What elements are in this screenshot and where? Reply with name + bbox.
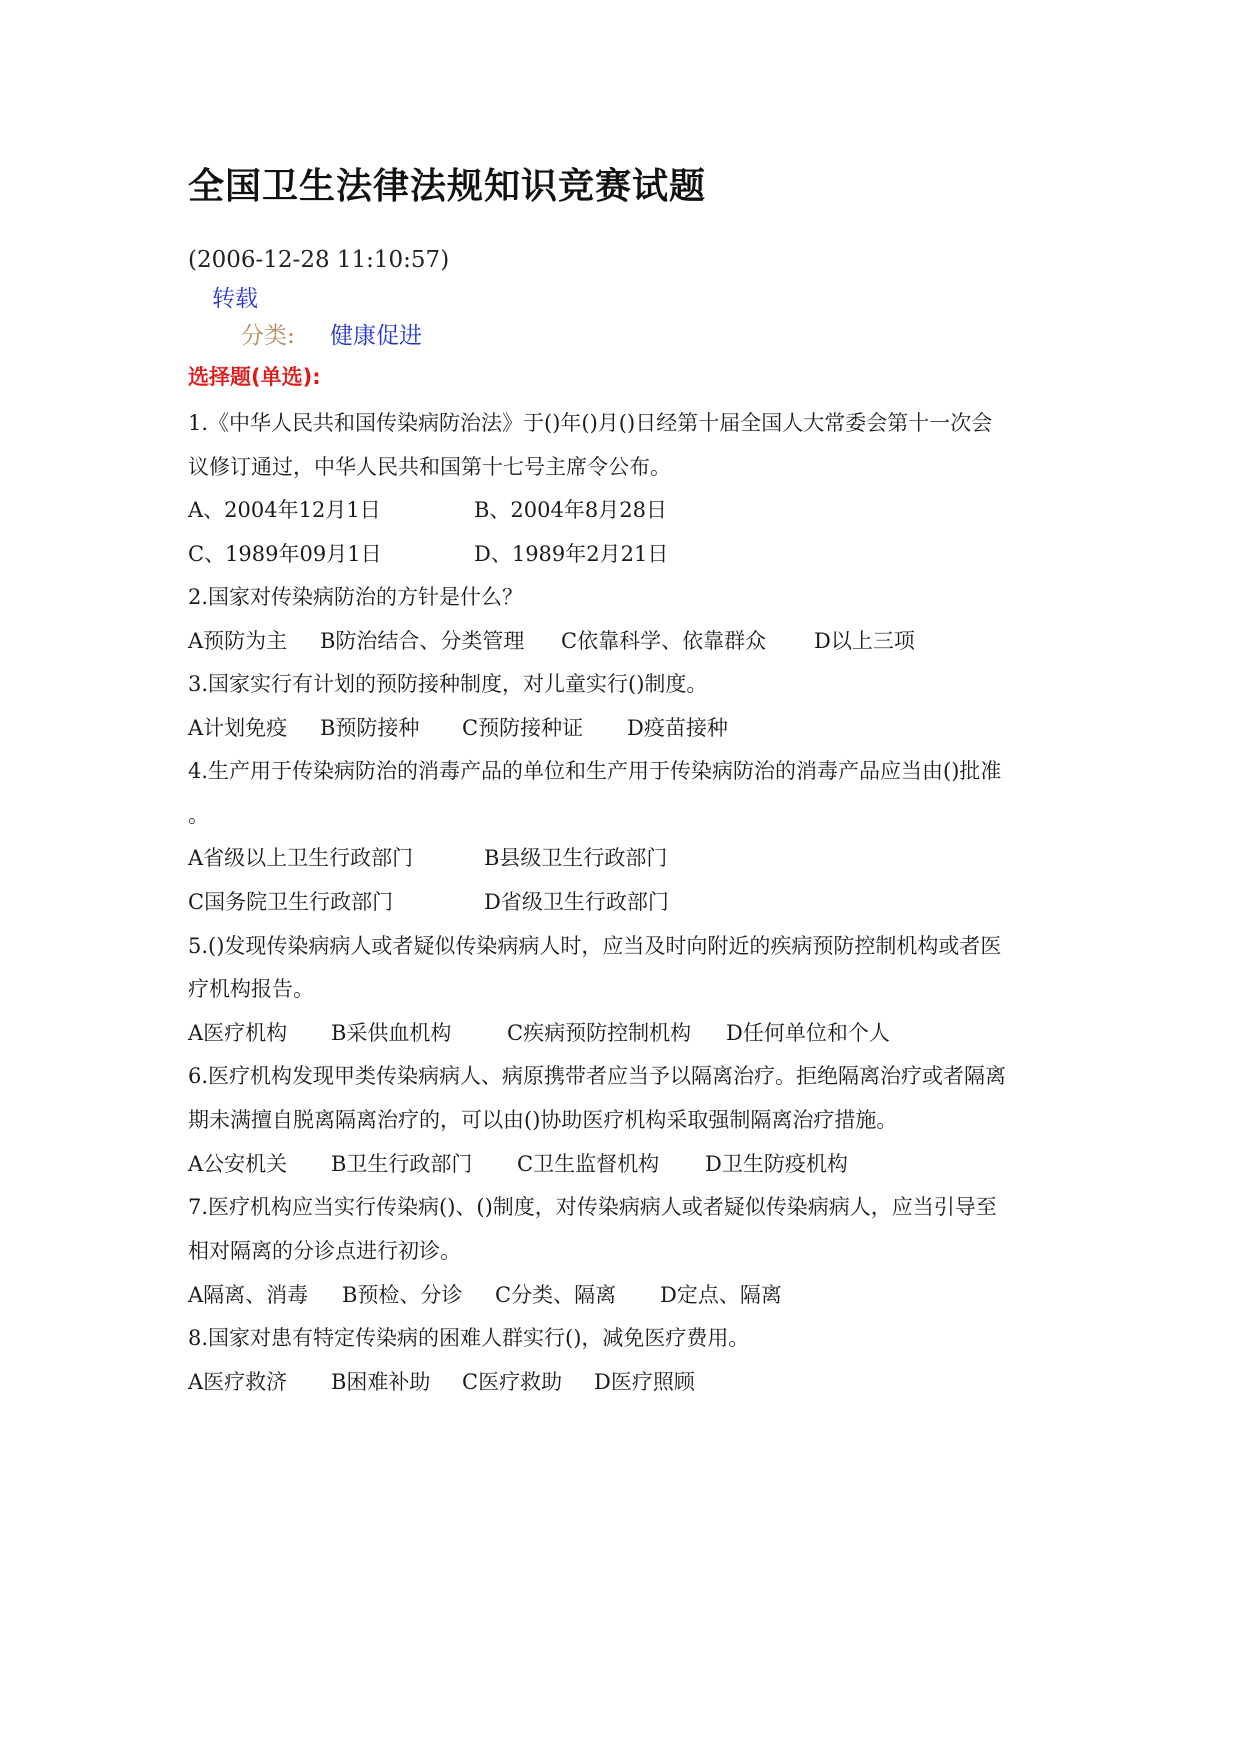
question-3-option-c: C预防接种证 bbox=[462, 716, 584, 740]
question-5-line-1: 5.()发现传染病病人或者疑似传染病病人时，应当及时向附近的疾病预防控制机构或者医 bbox=[188, 934, 1002, 958]
question-3-option-d: D疫苗接种 bbox=[627, 716, 728, 740]
question-7-option-b: B预检、分诊 bbox=[342, 1283, 463, 1307]
question-6-option-d: D卫生防疫机构 bbox=[705, 1152, 848, 1176]
question-1-option-c: C、1989年09月1日 bbox=[188, 542, 382, 566]
category-link[interactable]: 健康促进 bbox=[330, 323, 422, 349]
question-5-line-2: 疗机构报告。 bbox=[188, 977, 314, 1001]
question-7-option-d: D定点、隔离 bbox=[660, 1283, 782, 1307]
question-2-option-b: B防治结合、分类管理 bbox=[320, 629, 525, 653]
question-2-option-a: A预防为主 bbox=[188, 629, 288, 653]
question-2-option-c: C依靠科学、依靠群众 bbox=[561, 629, 767, 653]
post-date: (2006-12-28 11:10:57) bbox=[188, 247, 450, 273]
question-1-option-a: A、2004年12月1日 bbox=[188, 498, 381, 522]
question-8-line-1: 8.国家对患有特定传染病的困难人群实行()，减免医疗费用。 bbox=[188, 1326, 750, 1350]
question-5-option-b: B采供血机构 bbox=[331, 1021, 452, 1045]
question-1-line-1: 1.《中华人民共和国传染病防治法》于()年()月()日经第十届全国人大常委会第十一次会 bbox=[188, 411, 993, 435]
question-2-option-d: D以上三项 bbox=[814, 629, 915, 653]
page-title: 全国卫生法律法规知识竞赛试题 bbox=[188, 166, 707, 207]
question-8-option-c: C医疗救助 bbox=[462, 1370, 563, 1394]
question-6-option-a: A公安机关 bbox=[188, 1152, 288, 1176]
question-6-line-2: 期未满擅自脱离隔离治疗的，可以由()协助医疗机构采取强制隔离治疗措施。 bbox=[188, 1108, 898, 1132]
question-1-line-2: 议修订通过，中华人民共和国第十七号主席令公布。 bbox=[188, 455, 671, 479]
repost-link[interactable]: 转载 bbox=[212, 286, 258, 312]
question-7-line-2: 相对隔离的分诊点进行初诊。 bbox=[188, 1239, 461, 1263]
question-7-option-c: C分类、隔离 bbox=[495, 1283, 617, 1307]
question-6-line-1: 6.医疗机构发现甲类传染病病人、病原携带者应当予以隔离治疗。拒绝隔离治疗或者隔离 bbox=[188, 1064, 1007, 1088]
question-4-option-d: D省级卫生行政部门 bbox=[484, 890, 669, 914]
question-7-line-1: 7.医疗机构应当实行传染病()、()制度，对传染病病人或者疑似传染病病人，应当引导至 bbox=[188, 1195, 997, 1219]
category-label: 分类: bbox=[241, 323, 295, 349]
question-2-line-1: 2.国家对传染病防治的方针是什么？ bbox=[188, 585, 524, 609]
question-3-option-b: B预防接种 bbox=[320, 716, 420, 740]
question-4-option-a: A省级以上卫生行政部门 bbox=[188, 846, 414, 870]
question-5-option-d: D任何单位和个人 bbox=[726, 1021, 890, 1045]
question-4-line-1: 4.生产用于传染病防治的消毒产品的单位和生产用于传染病防治的消毒产品应当由()批准 bbox=[188, 759, 1002, 783]
question-3-option-a: A计划免疫 bbox=[188, 716, 288, 740]
question-6-option-c: C卫生监督机构 bbox=[517, 1152, 660, 1176]
question-4-option-b: B县级卫生行政部门 bbox=[484, 846, 668, 870]
question-7-option-a: A隔离、消毒 bbox=[188, 1283, 309, 1307]
question-8-option-a: A医疗救济 bbox=[188, 1370, 288, 1394]
question-8-option-d: D医疗照顾 bbox=[594, 1370, 695, 1394]
question-4-line-2: 。 bbox=[188, 803, 209, 827]
question-5-option-c: C疾病预防控制机构 bbox=[507, 1021, 692, 1045]
question-1-option-b: B、2004年8月28日 bbox=[474, 498, 667, 522]
question-6-option-b: B卫生行政部门 bbox=[331, 1152, 473, 1176]
question-4-option-c: C国务院卫生行政部门 bbox=[188, 890, 394, 914]
question-3-line-1: 3.国家实行有计划的预防接种制度，对儿童实行()制度。 bbox=[188, 672, 708, 696]
section-title: 选择题(单选): bbox=[188, 365, 321, 389]
question-8-option-b: B困难补助 bbox=[331, 1370, 431, 1394]
question-5-option-a: A医疗机构 bbox=[188, 1021, 288, 1045]
question-1-option-d: D、1989年2月21日 bbox=[474, 542, 669, 566]
